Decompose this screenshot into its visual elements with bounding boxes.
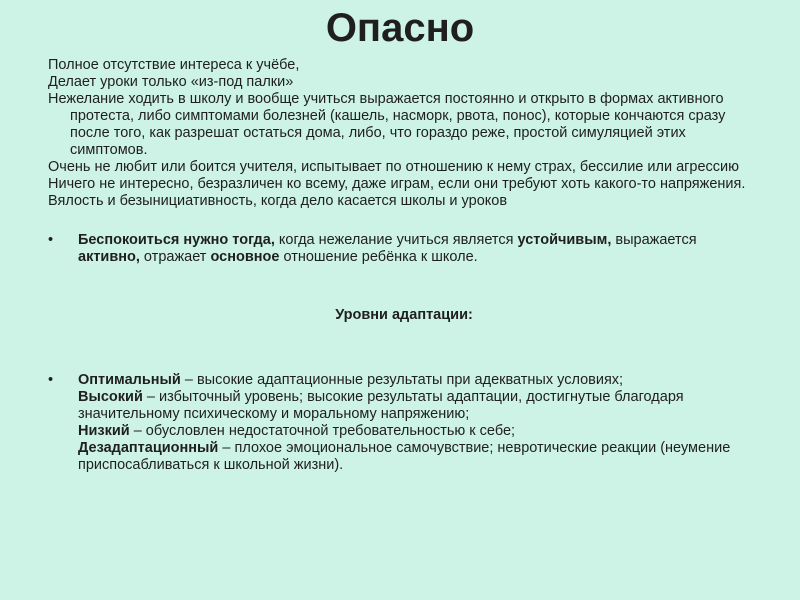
paragraph-homework: Делает уроки только «из-под палки» bbox=[48, 74, 294, 90]
paragraph-no-interest: Полное отсутствие интереса к учёбе, bbox=[48, 57, 300, 73]
bullet-levels bbox=[48, 372, 760, 474]
paragraph-teacher: Очень не любит или боится учителя, испытывает по отношению к нему страх, бессилие или агрессию bbox=[48, 159, 740, 175]
worry-text-2: выражается bbox=[611, 232, 697, 248]
level-dis-label: Дезадаптационный bbox=[78, 440, 219, 456]
worry-active: активно, bbox=[78, 249, 140, 265]
worry-text-4: отношение ребёнка к школе. bbox=[279, 249, 478, 265]
bullet-marker: • bbox=[48, 372, 54, 388]
level-low-label: Низкий bbox=[78, 423, 130, 439]
worry-lead: Беспокоиться нужно тогда, bbox=[78, 232, 275, 248]
level-optimal bbox=[78, 372, 760, 389]
worry-text-3: отражает bbox=[139, 249, 211, 265]
level-low-text: – обусловлен недостаточной требовательностью к себе; bbox=[129, 423, 516, 439]
level-dis-text: – плохое эмоциональное самочувствие; невротические реакции (неумение приспосабливаться к школьной жизни). bbox=[78, 440, 731, 473]
levels-heading: Уровни адаптации: bbox=[335, 307, 473, 323]
level-optimal-text: – высокие адаптационные результаты при адекватных условиях; bbox=[180, 372, 624, 388]
worry-stable: устойчивым, bbox=[517, 232, 612, 248]
paragraph-indifference: Ничего не интересно, безразличен ко всему, даже играм, если они требуют хоть какого-то напряжения. bbox=[48, 176, 746, 192]
level-disadaptation bbox=[78, 440, 760, 474]
level-low bbox=[78, 423, 760, 440]
slide-title: Опасно bbox=[325, 6, 475, 50]
worry-text-1: когда нежелание учиться является bbox=[274, 232, 518, 248]
paragraph-protest: Нежелание ходить в школу и вообще учиться выражается постоянно и открыто в формах активного протеста, либо симптомами болезней (кашель, насморк, рвота, понос), которые кончаются сразу после того, как разрешат остаться дома, либо, что гораздо реже, простой симуляцией этих симптомов. bbox=[48, 91, 726, 158]
level-high bbox=[78, 389, 760, 423]
paragraph-apathy: Вялость и безынициативность, когда дело касается школы и уроков bbox=[48, 193, 508, 209]
slide-body bbox=[48, 57, 760, 474]
bullet-worry bbox=[48, 232, 760, 266]
worry-main: основное bbox=[210, 249, 280, 265]
level-high-text: – избыточный уровень; высокие результаты адаптации, достигнутые благодаря значительному психическому и моральному напряжению; bbox=[78, 389, 684, 422]
bullet-marker: • bbox=[48, 232, 54, 248]
level-high-label: Высокий bbox=[78, 389, 143, 405]
level-optimal-label: Оптимальный bbox=[78, 372, 181, 388]
